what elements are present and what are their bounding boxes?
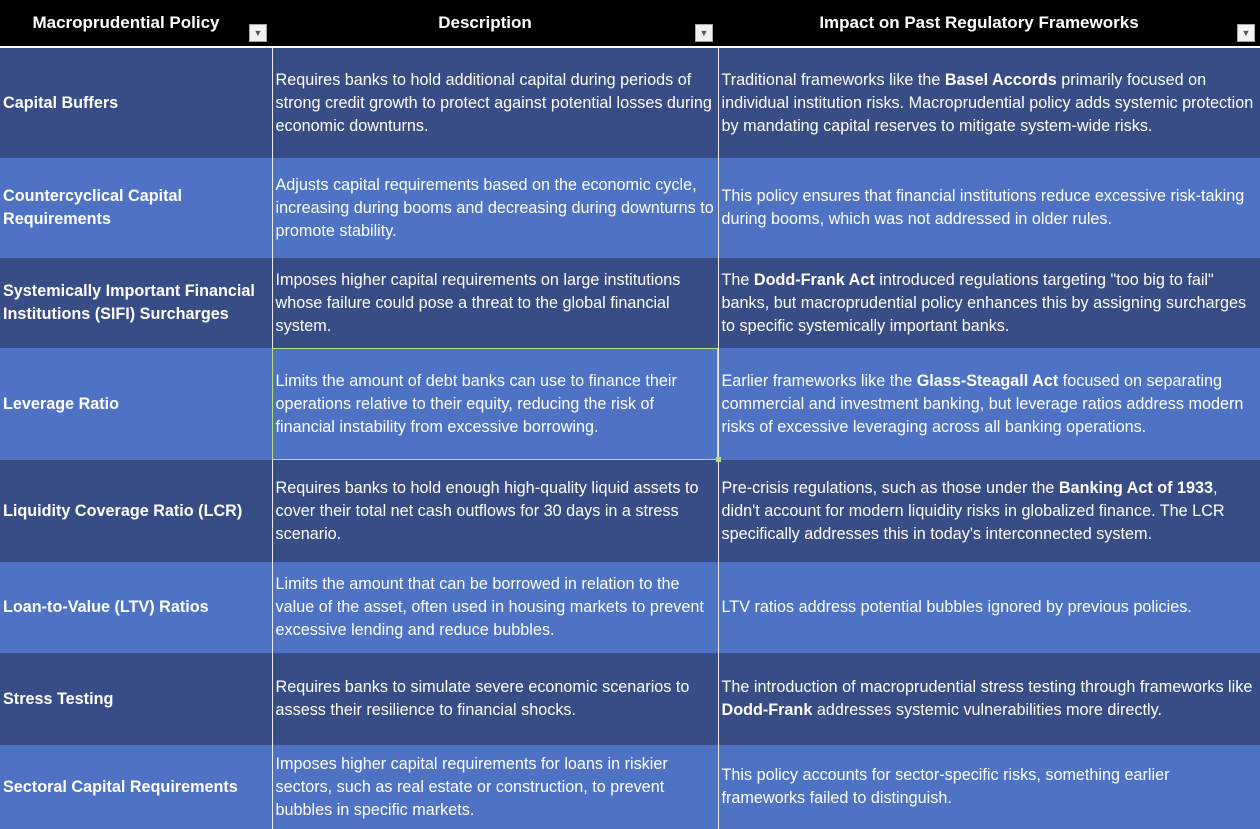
impact-text: Traditional frameworks like the [721,70,945,89]
table-row [0,460,1260,562]
description-cell-selected[interactable]: Limits the amount of debt banks can use to finance their operations relative to their equity, reducing the risk of financial instability from excessive borrowing. [272,348,718,460]
policy-cell[interactable]: Leverage Ratio [0,348,272,460]
impact-cell[interactable] [718,258,1260,348]
impact-text: Pre-crisis regulations, such as those under the [721,478,1059,497]
impact-text: This policy ensures that financial institutions reduce excessive risk-taking during booms, which was not addressed in older rules. [721,187,1245,228]
impact-bold-term: Dodd-Frank Act [753,270,875,289]
table-row [0,158,1260,258]
table-header [0,0,1260,47]
impact-cell[interactable] [718,348,1260,460]
table-body [0,47,1260,829]
policy-cell[interactable]: Liquidity Coverage Ratio (LCR) [0,460,272,562]
policy-cell[interactable]: Capital Buffers [0,47,272,158]
impact-text: The [721,270,754,289]
selection-fill-handle[interactable] [716,457,721,462]
header-label-description: Description [438,13,532,32]
impact-text: introduced regulations targeting "too big to fail" banks, but macroprudential policy enhances this by assigning surcharges to specific systemically important banks. [721,270,1247,335]
table-row [0,348,1260,460]
impact-text: addresses systemic vulnerabilities more directly. [812,701,1162,719]
table-row [0,258,1260,348]
description-cell[interactable]: Requires banks to hold enough high-quality liquid assets to cover their total net cash outflows for 30 days in a stress scenario. [272,460,718,562]
impact-bold-term: Glass-Steagall Act [916,371,1059,390]
table-row [0,653,1260,745]
impact-cell[interactable] [718,460,1260,562]
impact-cell[interactable] [718,745,1260,829]
impact-text: focused on separating commercial and investment banking, but leverage ratios address modern risks of excessive leveraging across all banking operations. [721,371,1244,436]
description-cell[interactable]: Adjusts capital requirements based on the economic cycle, increasing during booms and decreasing during downturns to promote stability. [272,158,718,258]
impact-bold-term: Dodd-Frank [721,701,813,719]
header-row [0,0,1260,47]
policy-cell[interactable]: Sectoral Capital Requirements [0,745,272,829]
description-cell[interactable]: Requires banks to simulate severe economic scenarios to assess their resilience to financial shocks. [272,653,718,745]
impact-bold-term: Banking Act of 1933 [1058,478,1214,497]
header-cell-policy[interactable] [0,0,272,47]
header-label-policy: Macroprudential Policy [32,13,220,32]
policy-cell[interactable]: Loan-to-Value (LTV) Ratios [0,562,272,653]
filter-dropdown-icon[interactable]: ▼ [695,24,713,42]
impact-cell[interactable] [718,47,1260,158]
filter-dropdown-icon[interactable]: ▼ [249,24,267,42]
header-cell-description[interactable] [272,0,718,47]
policy-cell[interactable]: Countercyclical Capital Requirements [0,158,272,258]
description-cell[interactable]: Limits the amount that can be borrowed in relation to the value of the asset, often used in housing markets to prevent excessive lending and reduce bubbles. [272,562,718,653]
impact-text: Earlier frameworks like the [721,371,917,390]
impact-cell[interactable] [718,653,1260,745]
impact-text: , didn't account for modern liquidity risks in globalized finance. The LCR specifically addresses this in today's interconnected system. [721,478,1225,543]
header-cell-impact[interactable] [718,0,1260,47]
policy-cell[interactable]: Systemically Important Financial Institutions (SIFI) Surcharges [0,258,272,348]
impact-text: primarily focused on individual institution risks. Macroprudential policy adds systemic protection by mandating capital reserves to mitigate system-wide risks. [721,70,1254,135]
impact-text: The introduction of macroprudential stress testing through frameworks like [721,678,1253,696]
policy-cell[interactable]: Stress Testing [0,653,272,745]
description-cell[interactable]: Imposes higher capital requirements for loans in riskier sectors, such as real estate or construction, to prevent bubbles in specific markets. [272,745,718,829]
description-cell[interactable]: Requires banks to hold additional capital during periods of strong credit growth to protect against potential losses during economic downturns. [272,47,718,158]
impact-text: This policy accounts for sector-specific risks, something earlier frameworks failed to distinguish. [721,766,1170,807]
description-cell[interactable]: Imposes higher capital requirements on large institutions whose failure could pose a threat to the global financial system. [272,258,718,348]
filter-dropdown-icon[interactable]: ▼ [1237,24,1255,42]
impact-cell[interactable] [718,562,1260,653]
impact-cell[interactable] [718,158,1260,258]
impact-text: LTV ratios address potential bubbles ignored by previous policies. [721,598,1192,616]
header-label-impact: Impact on Past Regulatory Frameworks [819,13,1139,32]
table-row [0,745,1260,829]
table-row [0,562,1260,653]
impact-bold-term: Basel Accords [944,70,1057,89]
table-row [0,47,1260,158]
